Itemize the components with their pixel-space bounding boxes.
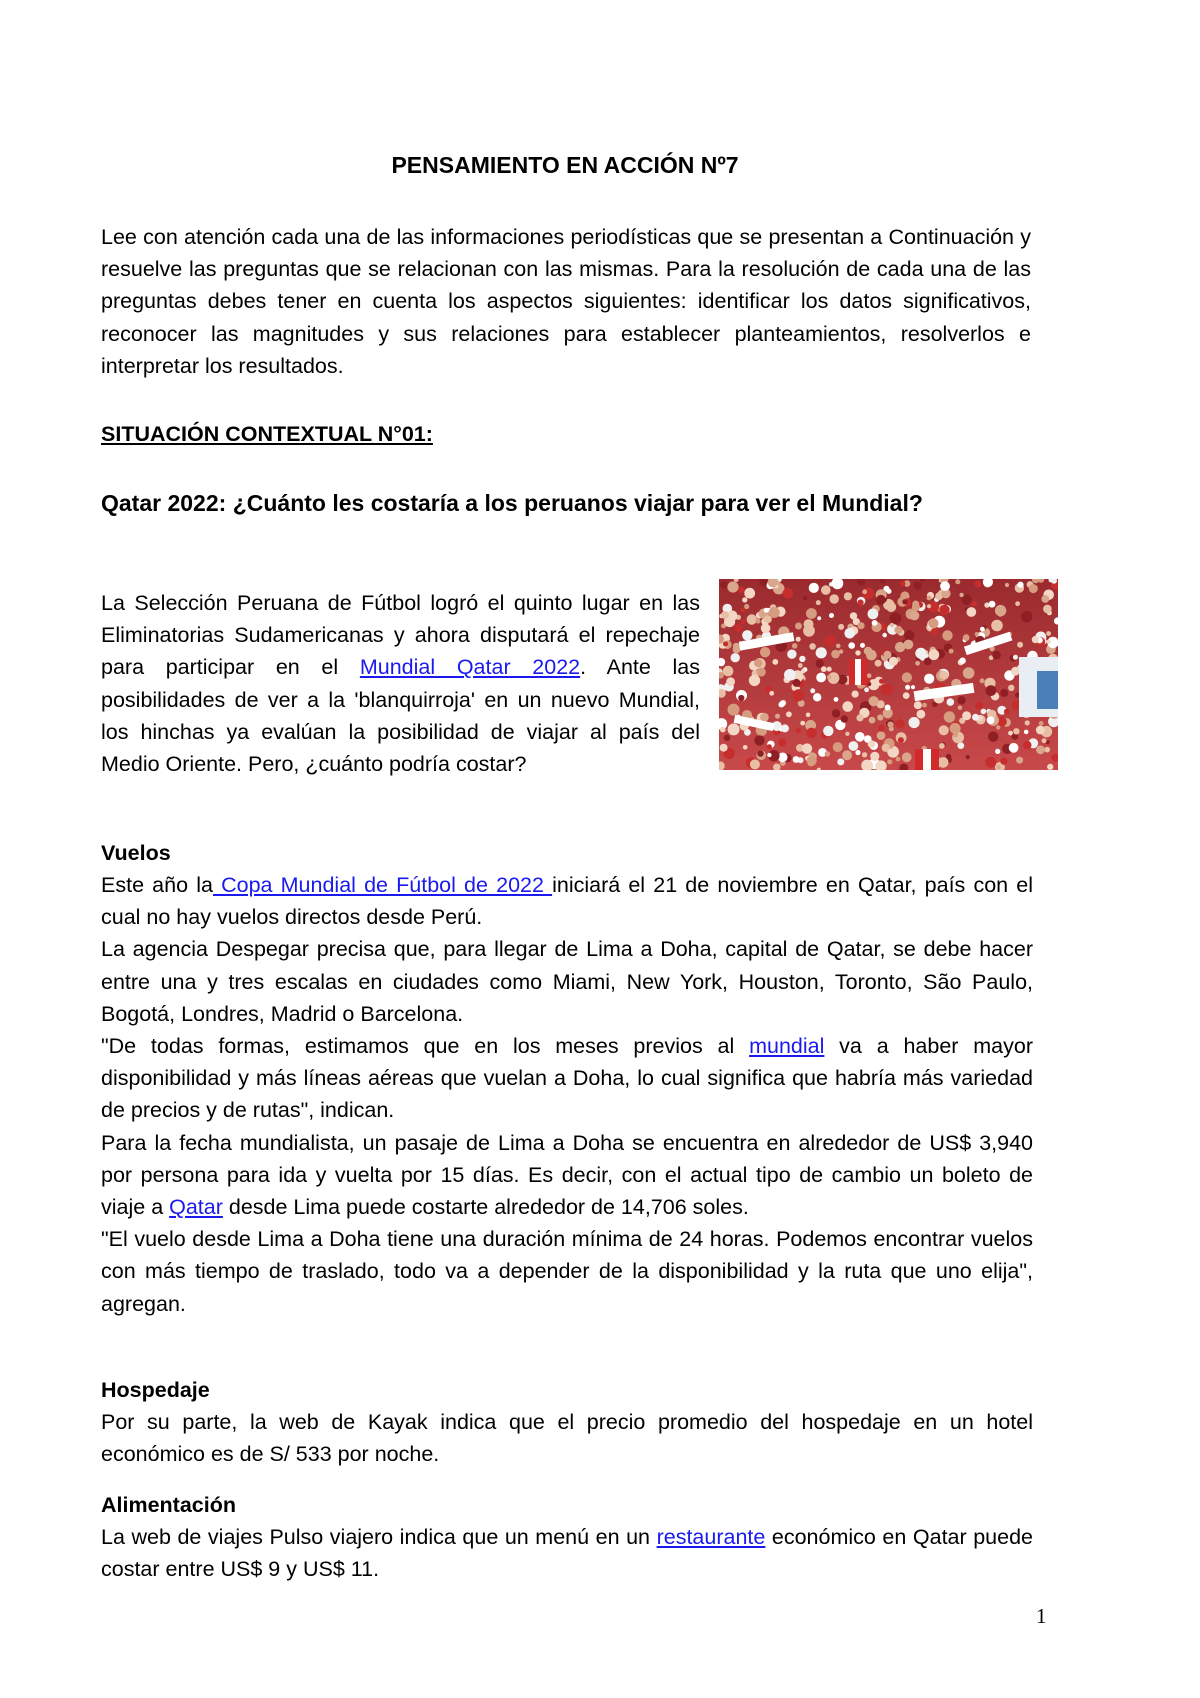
mundial-qatar-link[interactable]: Mundial Qatar 2022 [359,655,581,680]
page-title: PENSAMIENTO EN ACCIÓN Nº7 [391,152,739,178]
vuelos-paragraph-3 [101,1030,1033,1127]
intro-paragraph: Lee con atención cada una de las informaciones periodísticas que se presentan a Continuación y resuelve las preguntas que se relacionan con las mismas. Para la resolución de cada una de las preguntas debes tener en cuenta los aspectos siguientes: identificar los datos significativos, reconocer las magnitudes y sus relaciones para establecer planteamientos, resolverlos e interpretar los resultados. [101,225,1031,378]
vuelos-section [101,869,1033,1320]
copa-mundial-link[interactable]: Copa Mundial de Fútbol de 2022 [212,873,553,897]
lead-text-2: . Ante las posibilidades de ver a la 'blanquirroja' en un nuevo Mundial, los hinchas ya evalúan la posibilidad de viajar al país del Medio Oriente. Pero, ¿cuánto podría costar? [101,655,700,777]
page-number: 1 [1036,1604,1047,1628]
vuelos-p3-text-b: va a haber mayor disponibilidad y más líneas aéreas que vuelan a Doha, lo cual significa que habría más variedad de precios y de rutas", indican. [101,1034,1033,1123]
alimentacion-paragraph [101,1521,1033,1585]
vuelos-paragraph-2: La agencia Despegar precisa que, para llegar de Lima a Doha, capital de Qatar, se debe hacer entre una y tres escalas en ciudades como Miami, New York, Houston, Toronto, São Paulo, Bogotá, Londres, Madrid o Barcelona. [101,937,1033,1026]
fans-photo [719,579,1058,770]
qatar-link[interactable]: Qatar [169,1195,223,1220]
hospedaje-paragraph: Por su parte, la web de Kayak indica que el precio promedio del hospedaje en un hotel económico es de S/ 533 por noche. [101,1410,1033,1467]
vuelos-paragraph-4 [101,1127,1033,1224]
vuelos-p4-text-a: Para la fecha mundialista, un pasaje de Lima a Doha se encuentra en alrededor de US$ 3,940 por persona para ida y vuelta por 15 días. Es decir, con el actual tipo de cambio un boleto de viaje a [101,1130,1033,1220]
mundial-link[interactable]: mundial [749,1034,825,1059]
news-title: Qatar 2022: ¿Cuánto les costaría a los peruanos viajar para ver el Mundial? [101,490,923,516]
vuelos-p3-text-a: "De todas formas, estimamos que en los meses previos al [101,1034,750,1059]
alimentacion-heading: Alimentación [101,1493,236,1517]
restaurante-link[interactable]: restaurante [656,1525,766,1549]
lead-text-1: La Selección Peruana de Fútbol logró el quinto lugar en las Eliminatorias Sudamericanas y ahora disputará el repechaje para participar en el [101,591,700,680]
vuelos-p1-text-a: Este año la [101,873,213,897]
vuelos-paragraph-1 [101,869,1033,933]
hospedaje-heading: Hospedaje [101,1378,210,1402]
fans-crowd-image [719,579,1058,770]
vuelos-heading: Vuelos [101,841,171,865]
alim-text-b: económico en Qatar puede costar entre US$ 9 y US$ 11. [101,1525,1034,1582]
situation-heading: SITUACIÓN CONTEXTUAL N°01: [101,422,433,446]
vuelos-p4-text-b: desde Lima puede costarte alrededor de 14,706 soles. [222,1195,749,1220]
lead-paragraph [101,587,700,780]
vuelos-paragraph-5: "El vuelo desde Lima a Doha tiene una duración mínima de 24 horas. Podemos encontrar vuelos con más tiempo de traslado, todo va a depender de la disponibilidad y la ruta que uno elija", agregan. [101,1227,1033,1316]
vuelos-p1-text-b: iniciará el 21 de noviembre en Qatar, país con el cual no hay vuelos directos desde Perú. [101,873,1034,930]
alim-text-a: La web de viajes Pulso viajero indica que un menú en un [101,1525,657,1549]
